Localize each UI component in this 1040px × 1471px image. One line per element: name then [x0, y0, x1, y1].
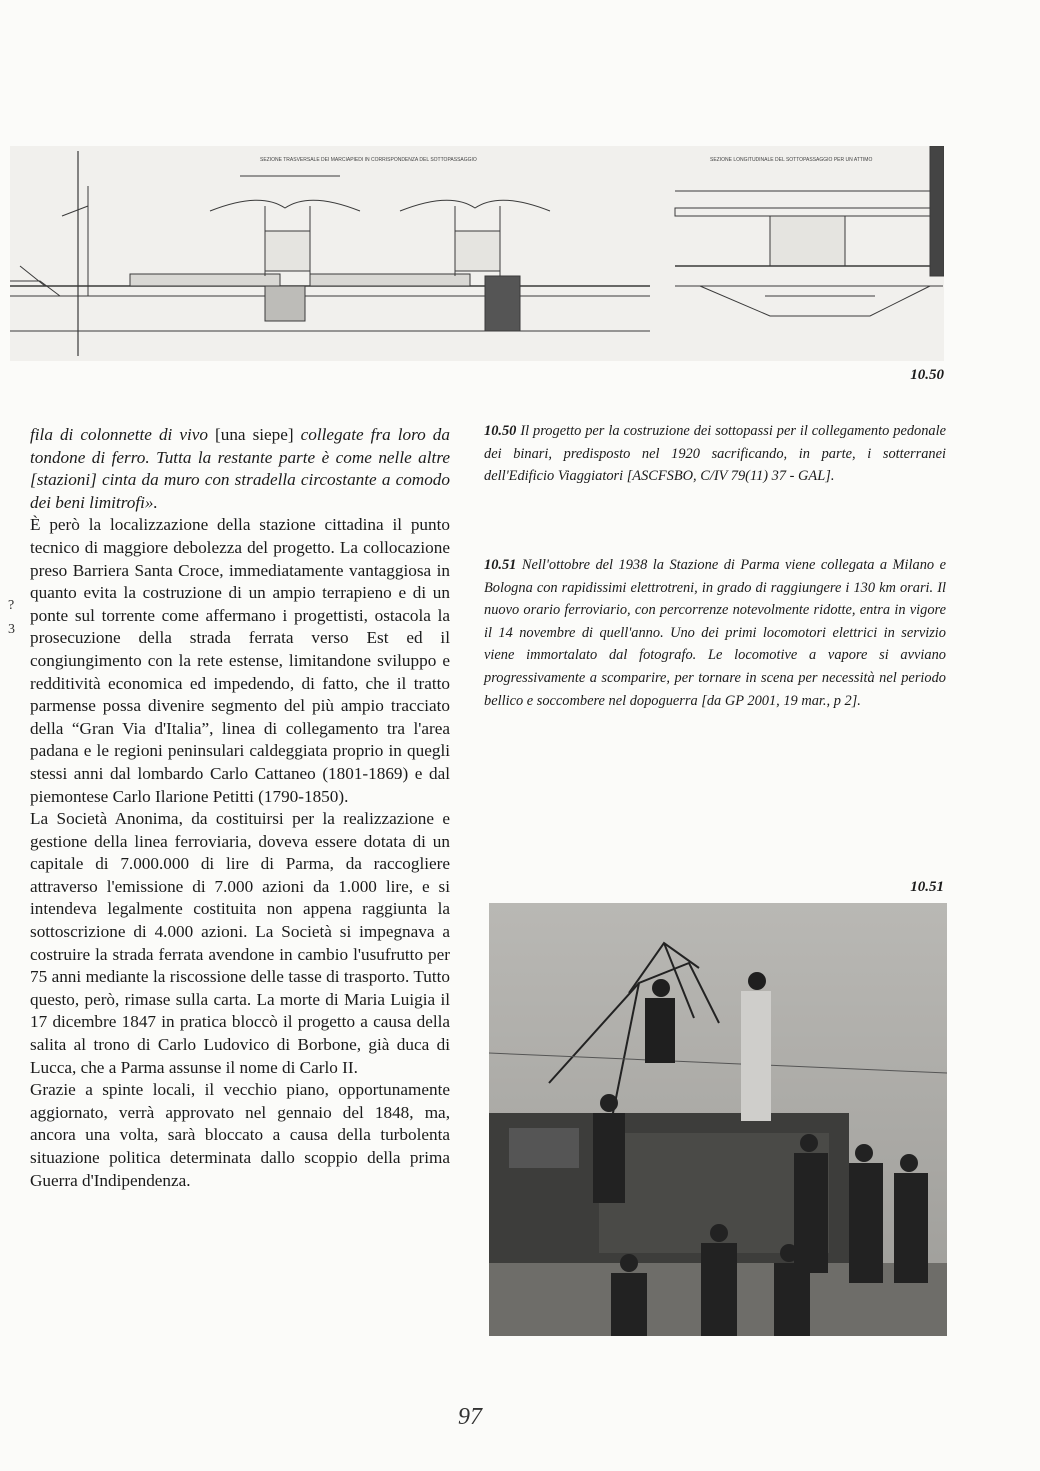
page-number: 97 — [458, 1404, 482, 1430]
caption-10-51-text: Nell'ottobre del 1938 la Stazione di Parma viene collegata a Milano e Bologna con rapidissimi elettrotreni, in grado di raggiungere i 130 km orari. Il nuovo orario ferroviario, con percorrenze notevolmente ridotte, entra in vigore il 14 novembre di quell'anno. Uno dei primi locomotori elettrici in servizio viene immortalato dal fotografo. Le locomotive a vapore si avviano progressivamente a scomparire, per tornare in scena per necessità nel periodo bellico e soccombere nel dopoguerra [da GP 2001, 19 mar., p 2]. — [484, 557, 946, 709]
caption-10-50 — [484, 420, 946, 488]
figure-10-51-photo — [489, 903, 947, 1336]
drawing-label-left: SEZIONE TRASVERSALE DEI MARCIAPIEDI IN CORRISPONDENZA DEL SOTTOPASSAGGIO — [260, 157, 477, 163]
body-text-column — [30, 424, 450, 1192]
electric-locomotive-photo — [489, 903, 947, 1336]
caption-10-51 — [484, 554, 946, 712]
caption-10-51-number: 10.51 — [484, 557, 517, 573]
margin-mark-2: 3 — [8, 622, 15, 637]
figure-number-10-51: 10.51 — [910, 879, 944, 895]
figure-number-10-50: 10.50 — [910, 367, 944, 383]
paragraph-1 — [30, 424, 450, 514]
margin-mark-1: ? — [8, 598, 15, 613]
paragraph-2: È però la localizzazione della stazione cittadina il punto tecnico di maggiore debolezza del progetto. La collocazione preso Barriera Santa Croce, immediatamente vantaggiosa in quanto evita la costruzione di un ampio terrapieno e di un ponte sul torrente come affermano i progettisti, ostacola la prosecuzione della strada ferrata verso Est ed il congiungimento con la rete estense, limitandone sviluppo e redditività economica ed impedendo, di fatto, che il tratto parmense possa divenire segmento del più ampio tracciato della “Gran Via d'Italia”, linea di collegamento tra l'area padana e le regioni peninsulari caldeggiata proprio in quegli stessi anni dal lombardo Carlo Cattaneo (1801-1869) e dal piemontese Carlo Ilarione Petitti (1790-1850). — [30, 515, 450, 806]
quote-part-b: [una siepe] — [207, 425, 301, 444]
paragraph-3: La Società Anonima, da costituirsi per la realizzazione e gestione della linea ferroviaria, doveva essere dotata di un capitale di 7.000.000 di lire di Parma, da raccogliere attraverso l'emissione di 7.000 azioni da 1.000 lire, e si intendeva legalmente costituita non appena raggiunta la sottoscrizione di 4.000 azioni. La Società si impegnava a costruire la strada ferrata avendone in cambio l'usufrutto per 75 anni mediante la riscossione delle tasse di trasporto. Tutto questo, però, rimase sulla carta. La morte di Maria Luigia il 17 dicembre 1847 in pratica bloccò il progetto a causa della salita al trono di Carlo Ludovico di Borbone, già duca di Lucca, che a Parma assunse il nome di Carlo II. — [30, 809, 450, 1077]
figure-10-50-drawing — [10, 146, 944, 361]
caption-10-50-text: Il progetto per la costruzione dei sottopassi per il collegamento pedonale dei binari, predisposto nel 1920 sacrificando, in parte, i sotterranei dell'Edificio Viaggiatori [ASCFSBO, C/IV 79(11) 37 - GAL]. — [484, 423, 946, 485]
paragraph-4: Grazie a spinte locali, il vecchio piano, opportunamente aggiornato, verrà approvato nel gennaio del 1848, ma, ancora una volta, sarà bloccato a causa della turbolenta situazione politica determinata dallo scoppio della prima Guerra d'Indipendenza. — [30, 1080, 450, 1190]
railway-underpass-section-drawing — [10, 146, 944, 361]
quote-part-c: collegate fra loro da tondone di ferro. Tutta la restante parte è come nelle altre [stazioni] cinta da muro con stradella circostante a comodo dei beni limitrofi». — [30, 425, 450, 512]
drawing-label-right: SEZIONE LONGITUDINALE DEL SOTTOPASSAGGIO PER UN ATTIMO — [710, 157, 873, 163]
quote-part-a: fila di colonnette di vivo — [30, 425, 208, 444]
caption-10-50-number: 10.50 — [484, 423, 517, 439]
